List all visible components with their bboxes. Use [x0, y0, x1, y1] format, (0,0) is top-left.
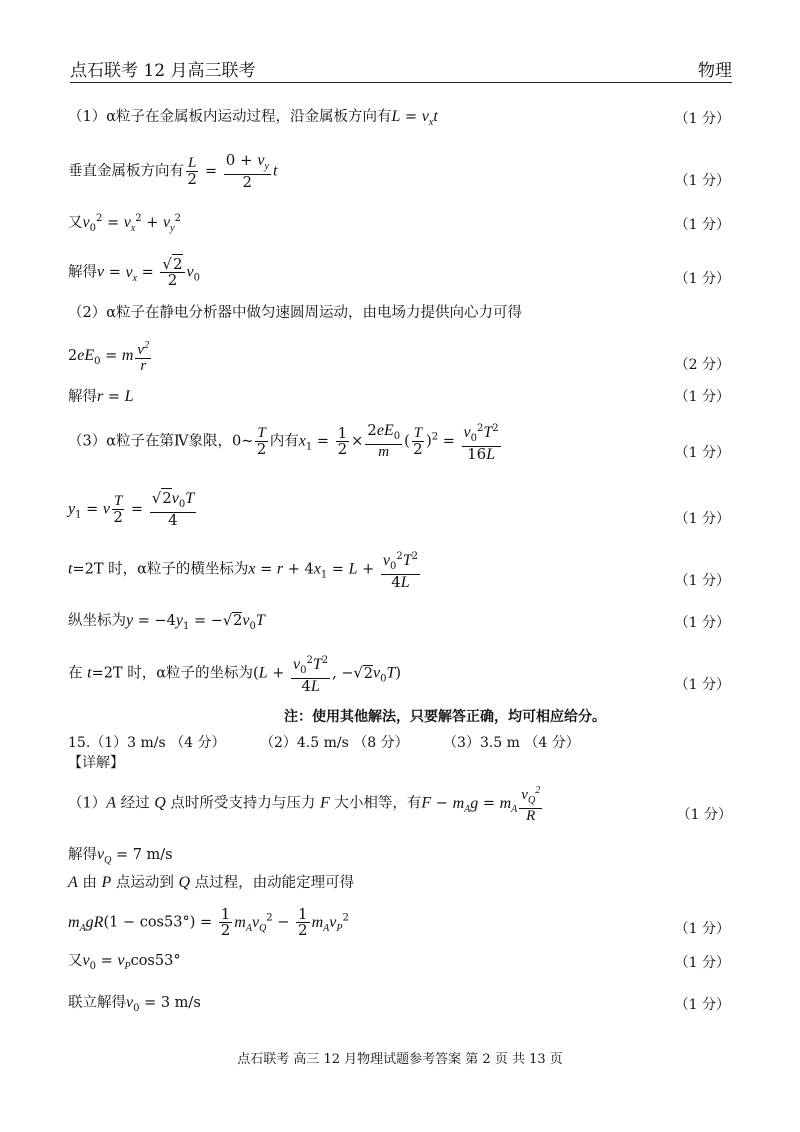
solution-line: 解得r = L （1 分）	[68, 388, 730, 405]
solution-line: t=2T 时，α粒子的横坐标为$x = r + 4x_1 = L$ + $\frac{v_0^2T^2}{4L}$ （1 分）	[68, 551, 730, 591]
solution-line: A 由 P 点运动到 Q 点过程，由动能定理可得	[68, 874, 355, 891]
score-label: （1 分）	[674, 955, 730, 971]
solution-line: （2）α粒子在静电分析器中做匀速圆周运动，由电场力提供向心力可得	[68, 305, 523, 321]
score-label: （1 分）	[674, 271, 730, 287]
solution-line: 又$v_0 = v_P\cos 53^\circ$ （1 分）	[68, 951, 730, 972]
score-label: （1 分）	[676, 807, 732, 823]
score-label: （1 分）	[674, 217, 730, 233]
solution-line: 纵坐标为$y = -4y_1 = -√2v_0T$ （1 分）	[68, 612, 730, 632]
solution-line: （3）α粒子在第Ⅳ象限，0~ $\frac{T}{2}$ 内有$x_1$ = $\frac{1}{2}$ × $\frac{2eE_0}{m}$ ( $\frac{T}{2}$ )$^2$ = $\frac{v_0^2T^2}{16L}$ （1 分）	[68, 421, 730, 463]
subject-label: 物理	[698, 61, 732, 81]
score-label: （1 分）	[674, 921, 730, 937]
score-label: （2 分）	[674, 357, 730, 373]
score-label: （1 分）	[674, 111, 730, 127]
score-label: （1 分）	[674, 615, 730, 631]
score-label: （1 分）	[674, 173, 730, 189]
page-header	[70, 54, 732, 83]
score-label: （1 分）	[674, 511, 730, 527]
detail-label: 【详解】	[68, 755, 124, 771]
score-label: （1 分）	[674, 677, 730, 693]
solution-line: 垂直金属板方向有 $\frac{L}{2}$ = $\frac{0 + v_y}{2}$ t （1 分）	[68, 150, 730, 191]
solution-line: 联立解得$v_0 = 3$ m/s （1 分）	[68, 994, 730, 1014]
score-label: （1 分）	[674, 389, 730, 405]
solution-line: （1）α粒子在金属板内运动过程，沿金属板方向有$L = v_xt$ （1 分）	[68, 107, 730, 128]
solution-line: 又$v_0^2 = v_x^2 + v_y^2$ （1 分）	[68, 212, 730, 234]
score-label: （1 分）	[674, 573, 730, 589]
solution-line: $2eE_0 = m$ $\frac{v^2}{r}$ （2 分）	[68, 340, 730, 374]
answer-summary: 15.（1）3 m/s （4 分） （2）4.5 m/s （8 分） （3）3.5 m （4 分）	[68, 735, 580, 751]
page-footer: 点石联考 高三 12 月物理试题参考答案 第 2 页 共 13 页	[237, 1052, 563, 1067]
score-label: （1 分）	[674, 445, 730, 461]
grading-note: 注：使用其他解法，只要解答正确，均可相应给分。	[284, 709, 606, 725]
solution-line: 解得$v = v_x$ = $\frac{√2}{2}$ $v_0$ （1 分）	[68, 255, 730, 289]
solution-line: $y_1 = v$ $\frac{T}{2}$ = $\frac{√2v_0T}{4}$ （1 分）	[68, 489, 730, 529]
solution-line: （1）A 经过 Q 点时所受支持力与压力 F 大小相等，有$F - m_Ag = m_A$ $\frac{v_Q^2}{R}$ （1 分）	[68, 785, 732, 824]
solution-line: 解得$v_Q = 7$ m/s	[68, 845, 173, 866]
solution-line: $m_AgR(1 - \cos 53^\circ)$ = $\frac{1}{2}$ $m_Av_Q^2$ − $\frac{1}{2}$ $m_Av_P^2$ （1 分）	[68, 905, 730, 939]
exam-title: 点石联考 12 月高三联考	[70, 61, 256, 81]
score-label: （1 分）	[674, 997, 730, 1013]
solution-line: 在 t=2T 时，α粒子的坐标为(L + $\frac{v_0^2T^2}{4L}$ , $-√2v_0T$) （1 分）	[68, 655, 730, 695]
